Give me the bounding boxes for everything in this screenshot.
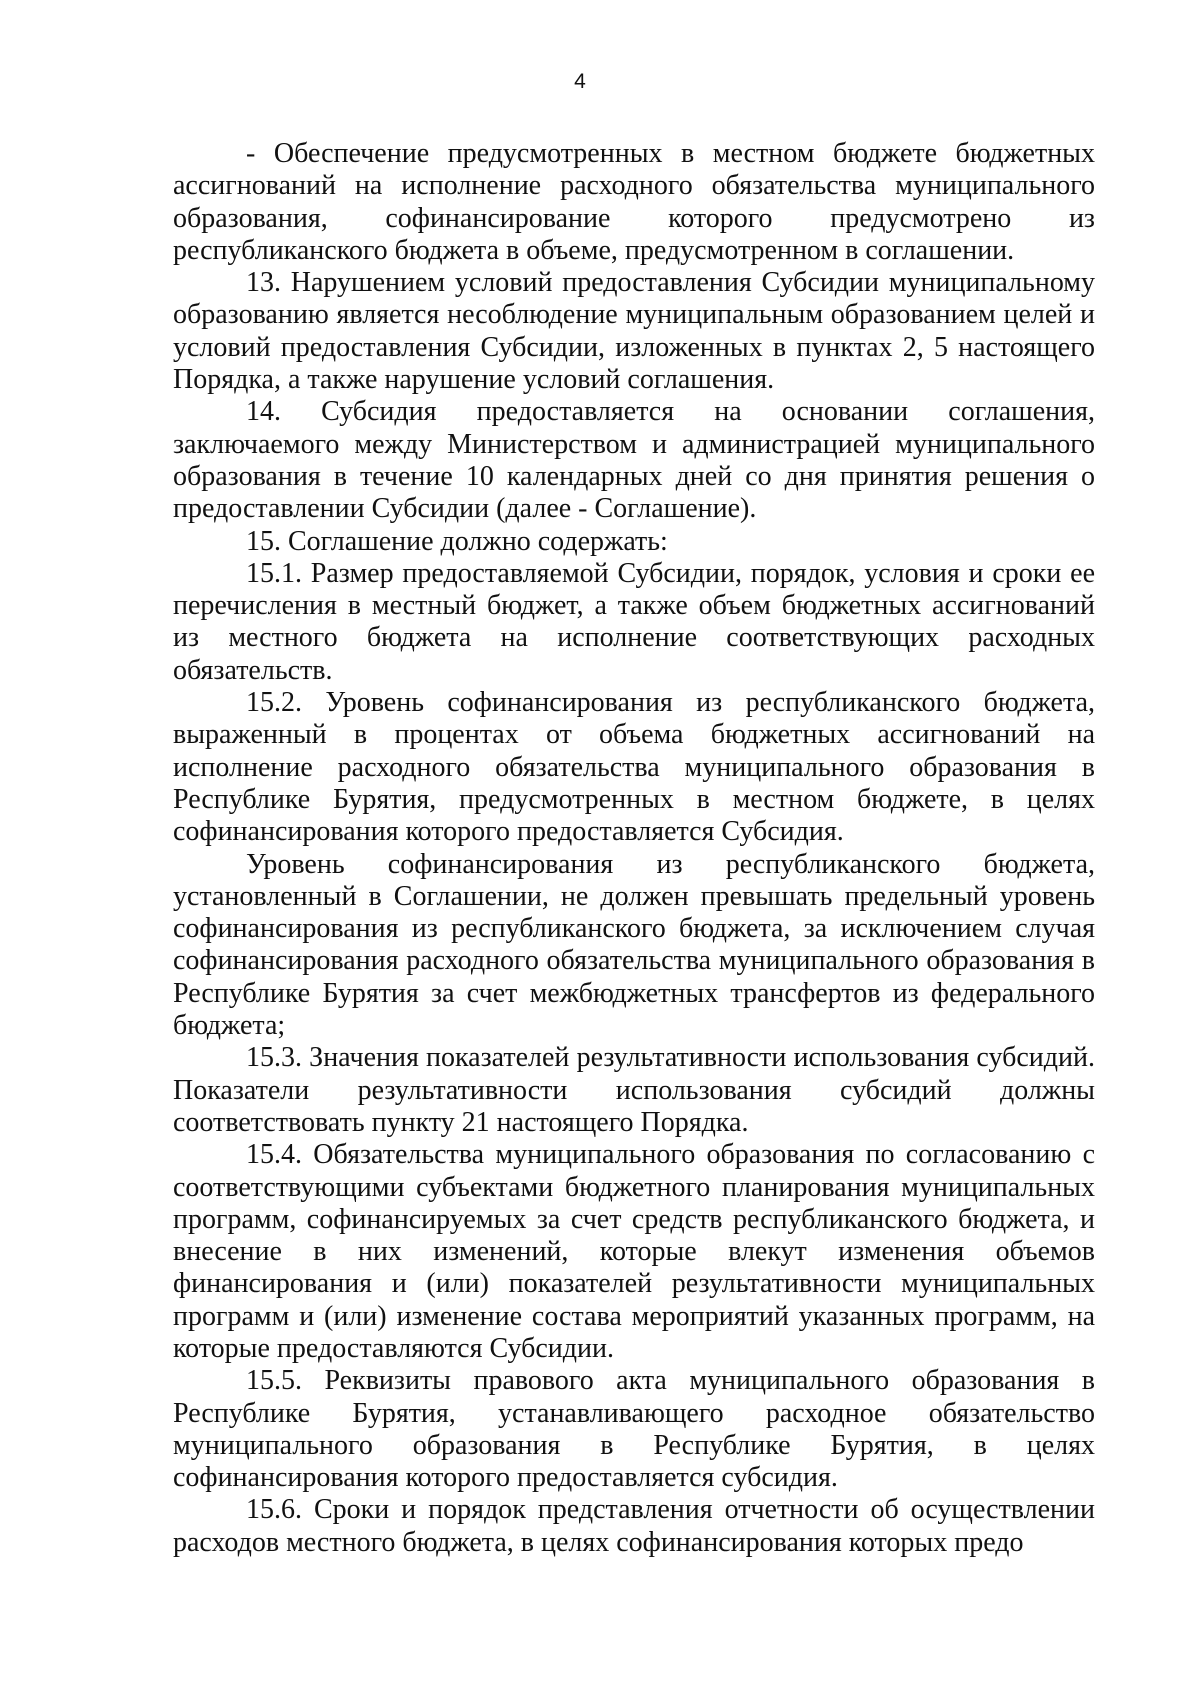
paragraph-funding-provision: - Обеспечение предусмотренных в местном бюджете бюджетных ассигнований на исполнение расходного обязательства муниципального образования, софинансирование которого предусмотрено из республиканского бюджета в объеме, предусмотренном в соглашении. [173, 138, 1095, 266]
paragraph-15-2: 15.2. Уровень софинансирования из республиканского бюджета, выраженный в процентах от объема бюджетных ассигнований на исполнение расходного обязательства муниципального образования в Республике Бурятия, предусмотренных в местном бюджете, в целях софинансирования которого предоставляется Субсидия. [173, 687, 1095, 848]
paragraph-15-5: 15.5. Реквизиты правового акта муниципального образования в Республике Бурятия, устанавливающего расходное обязательство муниципального образования в Республике Бурятия, в целях софинансирования которого предоставляется субсидия. [173, 1365, 1095, 1494]
paragraph-14: 14. Субсидия предоставляется на основании соглашения, заключаемого между Министерством и администрацией муниципального образования в течение 10 календарных дней со дня принятия решения о предоставлении Субсидии (далее - Соглашение). [173, 396, 1095, 525]
document-body [173, 138, 1095, 1559]
paragraph-15: 15. Соглашение должно содержать: [246, 525, 668, 557]
paragraph-cofinancing-level: Уровень софинансирования из республиканского бюджета, установленный в Соглашении, не должен превышать предельный уровень софинансирования из республиканского бюджета, за исключением случая софинансирования расходного обязательства муниципального образования в Республике Бурятия за счет межбюджетных трансфертов из федерального бюджета; [173, 848, 1095, 1042]
page-number: 4 [574, 70, 586, 93]
paragraph-15-6: 15.6. Сроки и порядок представления отчетности об осуществлении расходов местного бюджета, в целях софинансирования которых предо [173, 1494, 1095, 1558]
paragraph-15-4: 15.4. Обязательства муниципального образования по согласованию с соответствующими субъектами бюджетного планирования муниципальных программ, софинансируемых за счет средств республиканского бюджета, и внесение в них изменений, которые влекут изменения объемов финансирования и (или) показателей результативности муниципальных программ и (или) изменение состава мероприятий указанных программ, на которые предоставляются Субсидии. [173, 1139, 1095, 1364]
paragraph-13: 13. Нарушением условий предоставления Субсидии муниципальному образованию является несоблюдение муниципальным образованием целей и условий предоставления Субсидии, изложенных в пунктах 2, 5 настоящего Порядка, а также нарушение условий соглашения. [173, 267, 1095, 396]
paragraph-15-3: 15.3. Значения показателей результативности использования субсидий. Показатели результативности использования субсидий должны соответствовать пункту 21 настоящего Порядка. [173, 1042, 1095, 1138]
paragraph-15-1: 15.1. Размер предоставляемой Субсидии, порядок, условия и сроки ее перечисления в местный бюджет, а также объем бюджетных ассигнований из местного бюджета на исполнение соответствующих расходных обязательств. [173, 557, 1095, 686]
